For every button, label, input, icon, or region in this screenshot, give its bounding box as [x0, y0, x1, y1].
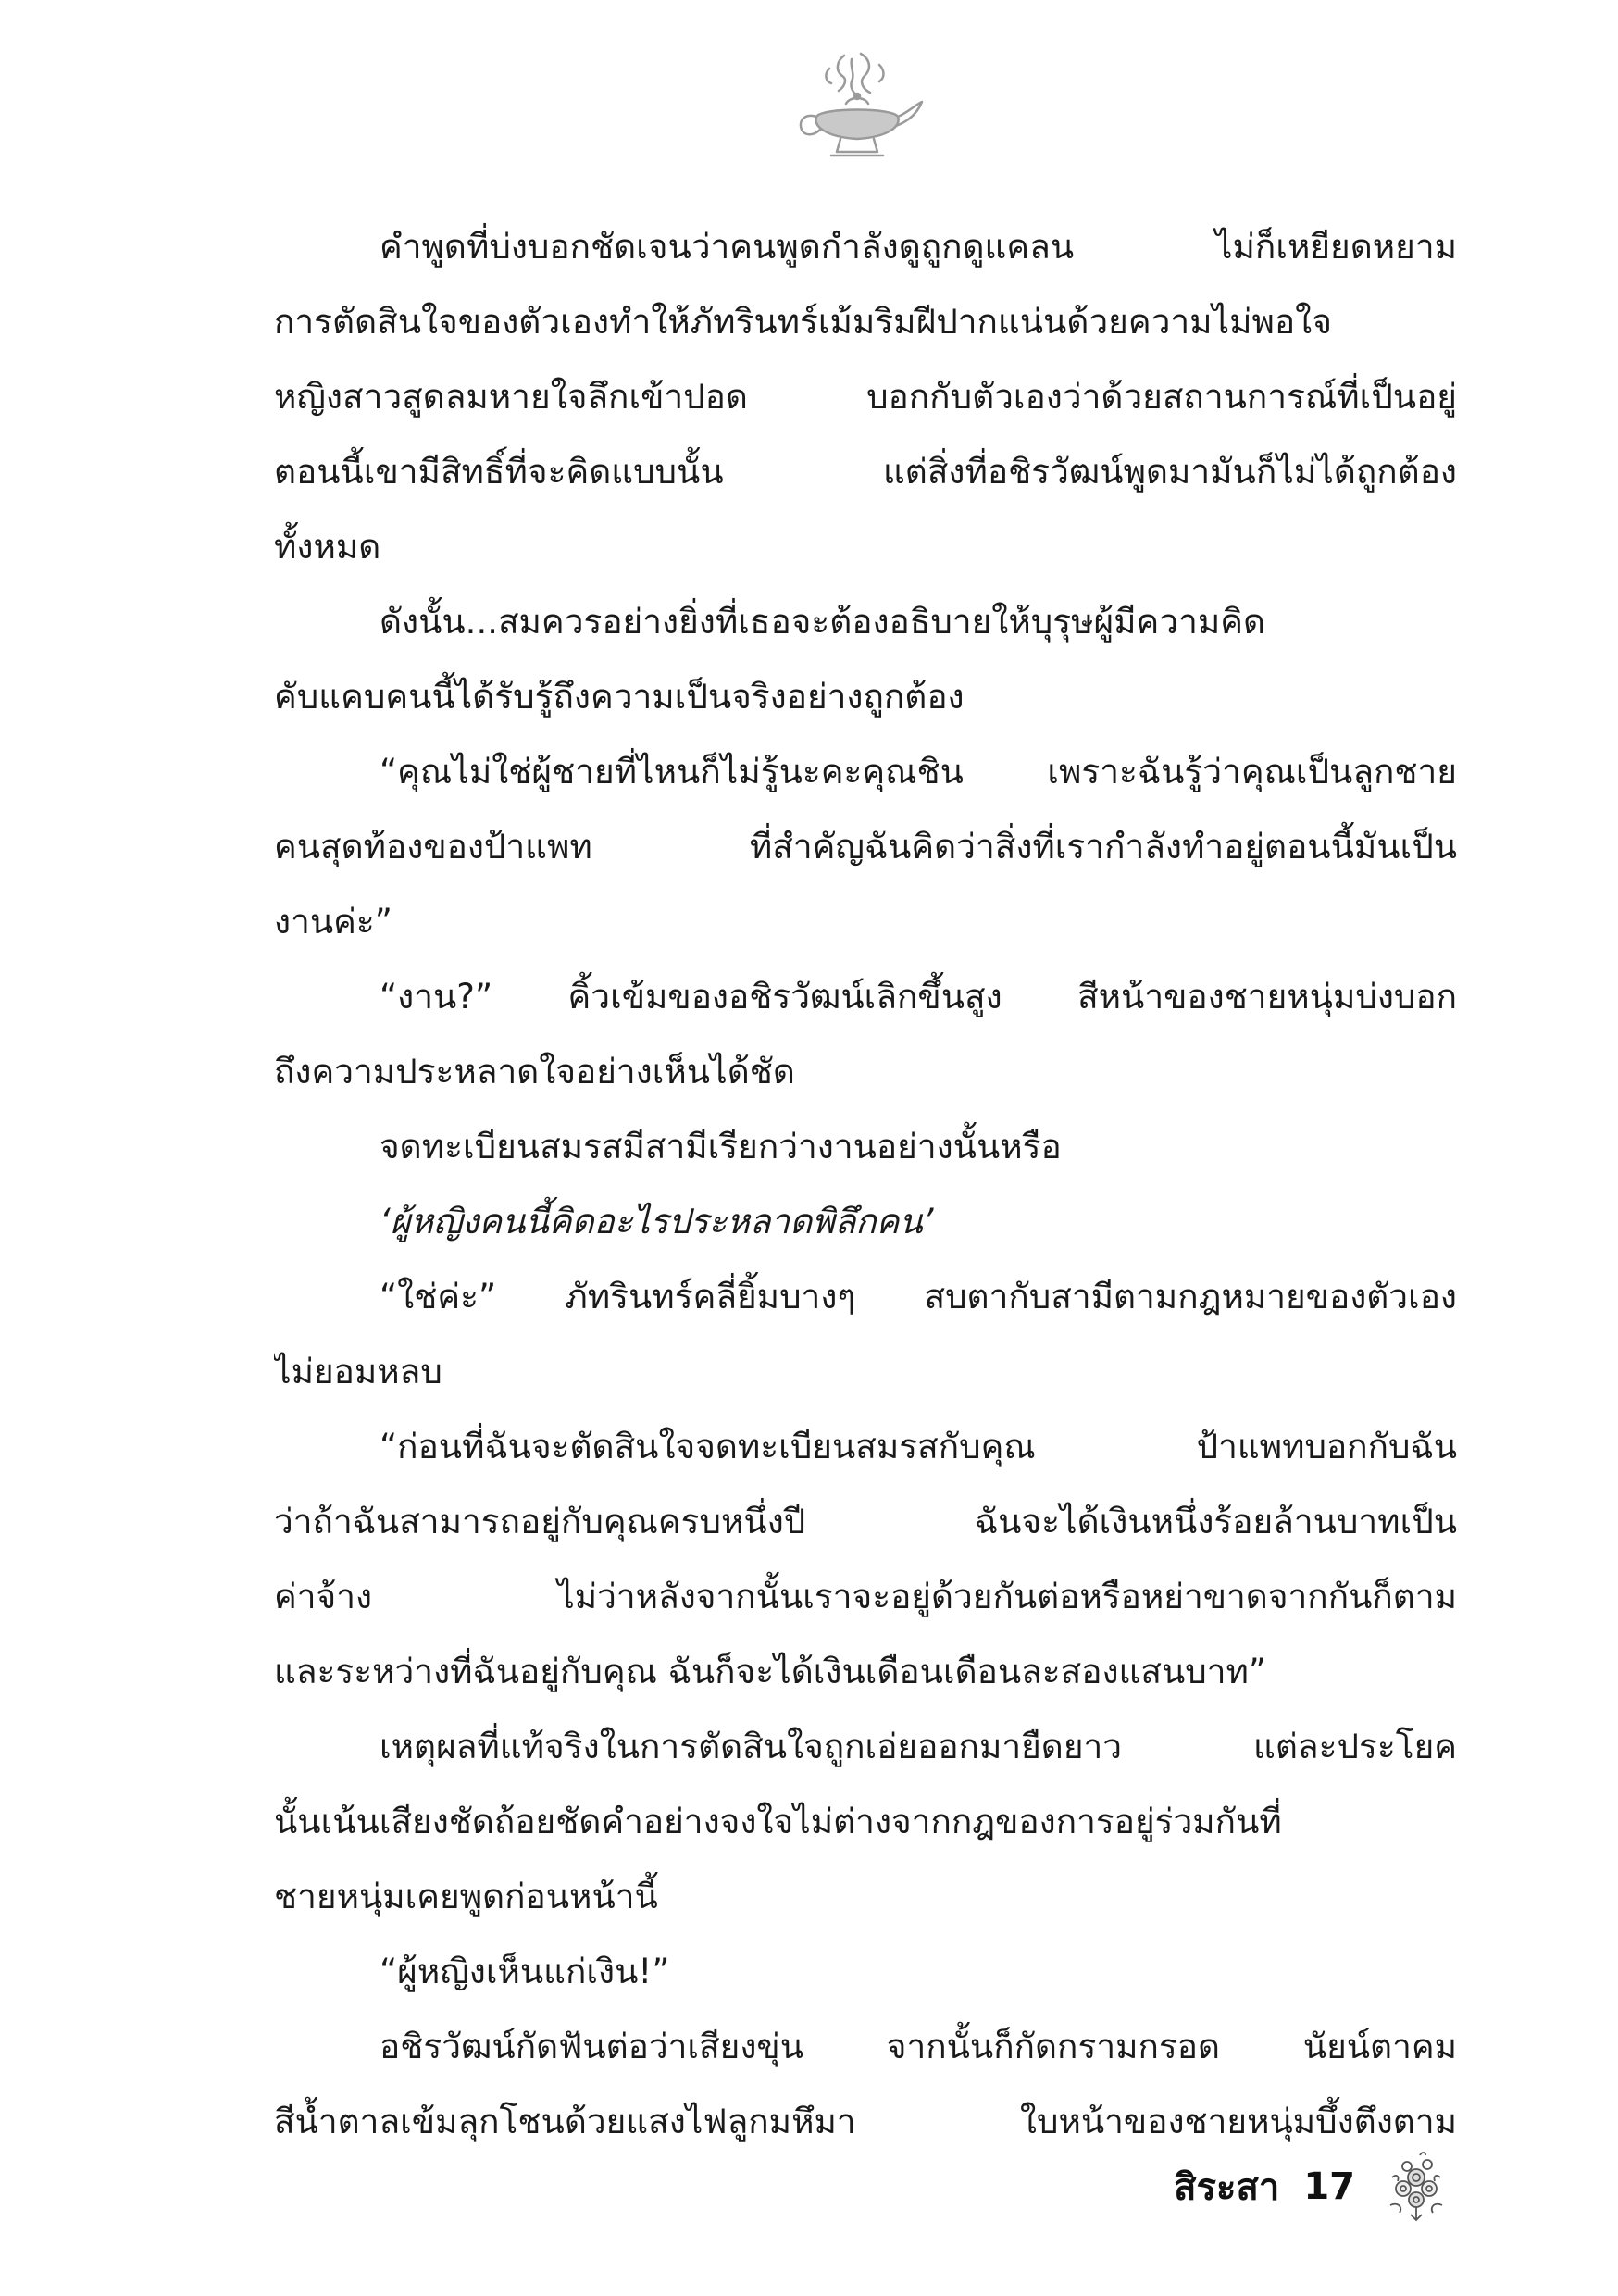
- paragraph-line: จดทะเบียนสมรสมีสามีเรียกว่างานอย่างนั้นหรือ: [380, 1127, 1062, 1167]
- paragraph-line: คนสุดท้องของป้าแพท ที่สำคัญฉันคิดว่าสิ่งที่เรากำลังทำอยู่ตอนนี้มันเป็น: [274, 827, 1457, 867]
- paragraph-line: “ใช่ค่ะ” ภัทรินทร์คลี่ยิ้มบางๆ สบตากับสามีตามกฎหมายของตัวเอง: [380, 1277, 1457, 1316]
- paragraph-line: ตอนนี้เขามีสิทธิ์ที่จะคิดแบบนั้น แต่สิ่งที่อชิรวัฒน์พูดมามันก็ไม่ได้ถูกต้อง: [274, 452, 1457, 492]
- paragraph-line: ค่าจ้าง ไม่ว่าหลังจากนั้นเราจะอยู่ด้วยกันต่อหรือหย่าขาดจากกันก็ตาม: [274, 1577, 1457, 1616]
- paragraph-line: คับแคบคนนี้ได้รับรู้ถึงความเป็นจริงอย่างถูกต้อง: [274, 677, 965, 717]
- paragraph-line: “งาน?” คิ้วเข้มของอชิรวัฒน์เลิกขึ้นสูง สีหน้าของชายหนุ่มบ่งบอก: [380, 977, 1457, 1017]
- book-title: สิระสา: [1174, 2166, 1280, 2209]
- paragraph-line: และระหว่างที่ฉันอยู่กับคุณ ฉันก็จะได้เงินเดือนเดือนละสองแสนบาท”: [274, 1652, 1267, 1691]
- paragraph-line: “ก่อนที่ฉันจะตัดสินใจจดทะเบียนสมรสกับคุณ ป้าแพทบอกกับฉัน: [380, 1427, 1457, 1466]
- paragraph-line: “ผู้หญิงเห็นแก่เงิน!”: [380, 1952, 670, 1991]
- paragraph-line: นั้นเน้นเสียงชัดถ้อยชัดคำอย่างจงใจไม่ต่างจากกฎของการอยู่ร่วมกันที่: [274, 1802, 1282, 1841]
- paragraph-line: ว่าถ้าฉันสามารถอยู่กับคุณครบหนึ่งปี ฉันจะได้เงินหนึ่งร้อยล้านบาทเป็น: [274, 1502, 1457, 1541]
- paragraph-line: ชายหนุ่มเคยพูดก่อนหน้านี้: [274, 1877, 658, 1916]
- paragraph-line: ‘ผู้หญิงคนนี้คิดอะไรประหลาดพิลึกคน’: [380, 1202, 934, 1242]
- paragraph-line: ทั้งหมด: [274, 527, 381, 567]
- paragraph-line: หญิงสาวสูดลมหายใจลึกเข้าปอด บอกกับตัวเองว่าด้วยสถานการณ์ที่เป็นอยู่: [274, 377, 1457, 417]
- flower-bouquet-icon: [1379, 2150, 1453, 2224]
- paragraph-line: อชิรวัฒน์กัดฟันต่อว่าเสียงขุ่น จากนั้นก็กัดกรามกรอด นัยน์ตาคม: [380, 2027, 1457, 2066]
- paragraph-line: ดังนั้น...สมควรอย่างยิ่งที่เธอจะต้องอธิบายให้บุรุษผู้มีความคิด: [380, 602, 1266, 642]
- paragraph-line: ไม่ยอมหลบ: [274, 1352, 442, 1391]
- paragraph-line: ถึงความประหลาดใจอย่างเห็นได้ชัด: [274, 1052, 795, 1092]
- page-footer: [1174, 2150, 1453, 2224]
- paragraph-line: คำพูดที่บ่งบอกชัดเจนว่าคนพูดกำลังดูถูกดูแคลน ไม่ก็เหยียดหยาม: [380, 227, 1457, 267]
- body-text: [274, 209, 1457, 2159]
- paragraph-line: เหตุผลที่แท้จริงในการตัดสินใจถูกเอ่ยออกมายืดยาว แต่ละประโยค: [380, 1727, 1457, 1766]
- magic-lamp-fairy-icon: [789, 48, 927, 168]
- paragraph-line: การตัดสินใจของตัวเองทำให้ภัทรินทร์เม้มริมฝีปากแน่นด้วยความไม่พอใจ: [274, 302, 1332, 342]
- paragraph-line: สีน้ำตาลเข้มลุกโชนด้วยแสงไฟลูกมหึมา ใบหน้าของชายหนุ่มบึ้งตึงตาม: [274, 2102, 1457, 2141]
- paragraph-line: งานค่ะ”: [274, 902, 392, 942]
- page-number: 17: [1303, 2165, 1355, 2208]
- paragraph-line: “คุณไม่ใช่ผู้ชายที่ไหนก็ไม่รู้นะคะคุณชิน เพราะฉันรู้ว่าคุณเป็นลูกชาย: [380, 752, 1457, 792]
